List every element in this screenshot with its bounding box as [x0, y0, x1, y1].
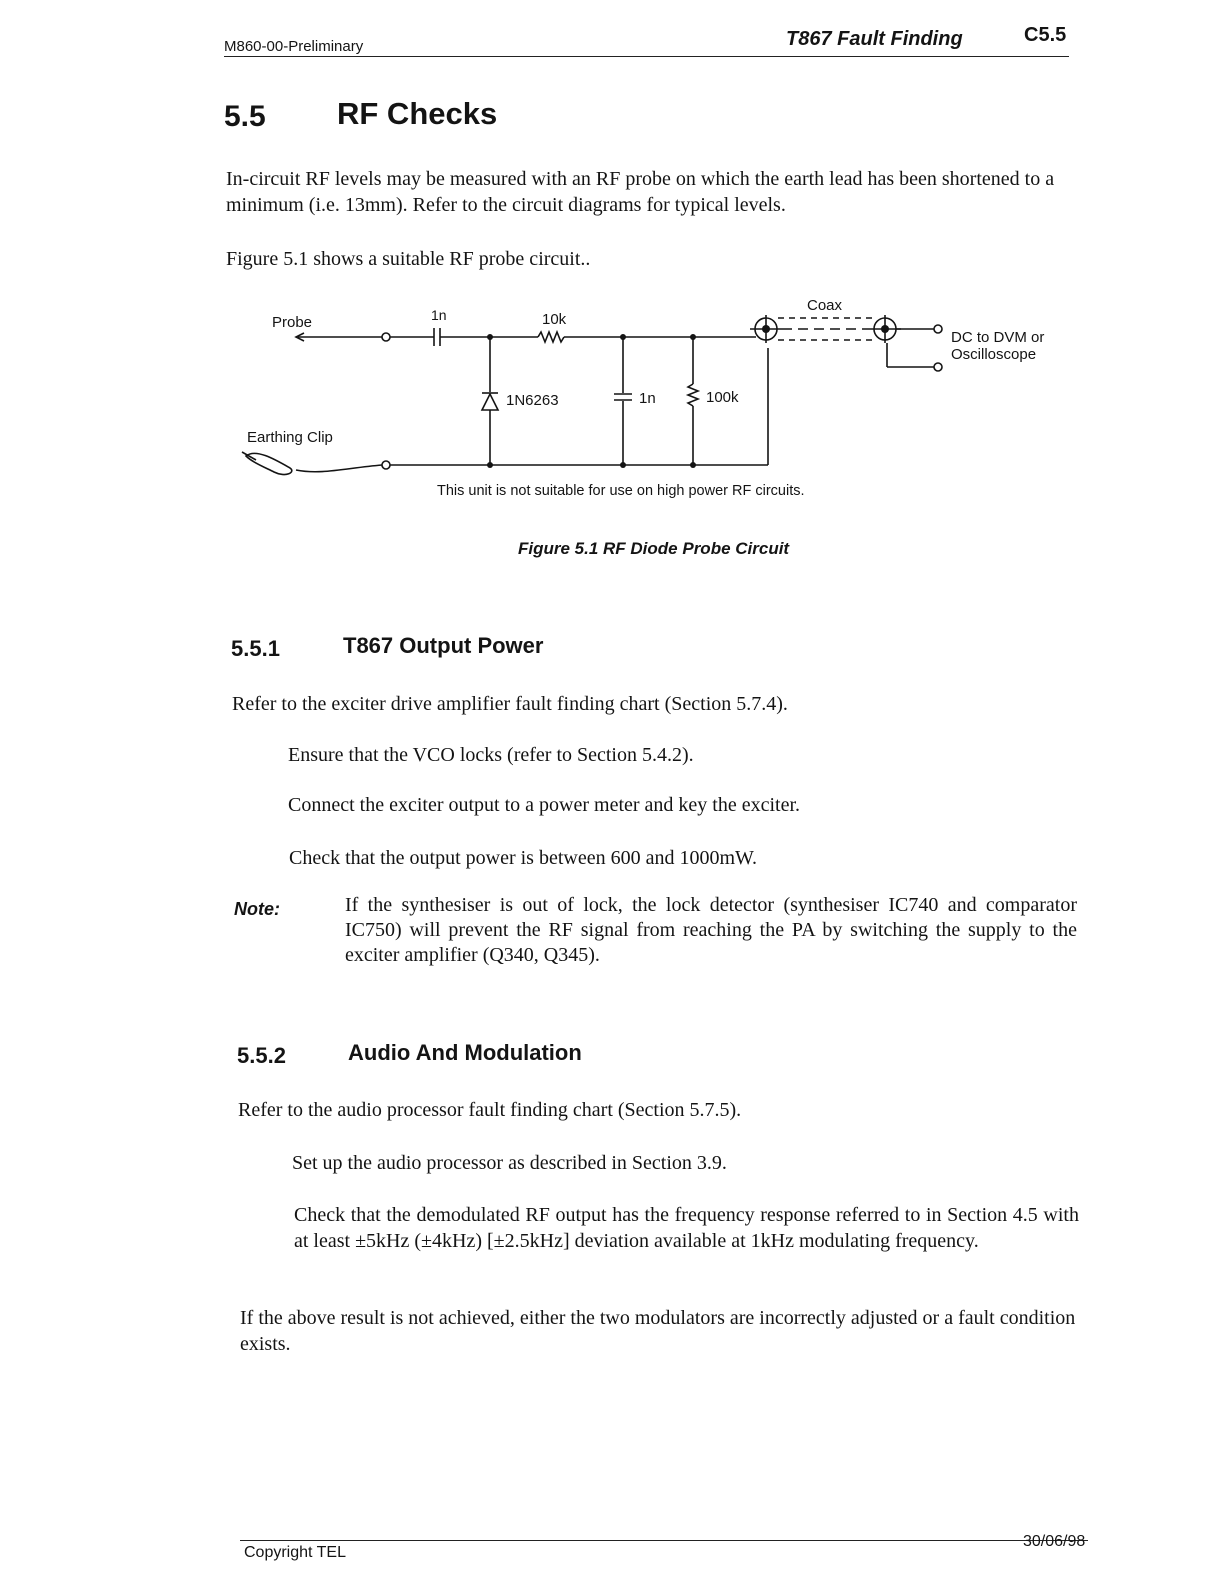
earthing-clip-label: Earthing Clip: [247, 429, 333, 446]
step-text: Set up the audio processor as described in Section 3.9.: [292, 1152, 727, 1174]
footer-date: 30/06/98: [1023, 1533, 1086, 1550]
footer-rule: [240, 1540, 1088, 1541]
diode-label: 1N6263: [506, 392, 559, 409]
subsection-number: 5.5.2: [237, 1043, 286, 1068]
step-text: Check that the demodulated RF output has the frequency response referred to in Section 4.5 with at least ±5kHz (±4kHz) [±2.5kHz] deviation available at 1kHz modulating frequency.: [294, 1204, 1079, 1252]
output-label-line2: Oscilloscope: [951, 346, 1037, 363]
subsection-title: Audio And Modulation: [348, 1040, 582, 1065]
step-text: Connect the exciter output to a power meter and key the exciter.: [288, 794, 801, 816]
note-text: If the synthesiser is out of lock, the lock detector (synthesiser IC740 and comparator IC750) will prevent the RF signal from reaching the PA by switching the supply to the exciter amplifier (Q340, Q345).: [345, 894, 1077, 966]
figure-warning-note: This unit is not suitable for use on high power RF circuits.: [437, 483, 805, 499]
shunt-resistor-label: 100k: [706, 389, 739, 406]
step-text: Check that the output power is between 600 and 1000mW.: [289, 847, 758, 869]
page-number: C5.5: [1024, 24, 1067, 46]
paragraph: Refer to the audio processor fault finding chart (Section 5.7.5).: [238, 1099, 742, 1121]
output-label-line1: DC to DVM or: [951, 329, 1045, 346]
series-cap-label: 1n: [431, 307, 447, 323]
probe-label: Probe: [272, 314, 313, 331]
series-resistor-label: 10k: [542, 311, 567, 328]
subsection-number: 5.5.1: [231, 636, 280, 661]
document-id: M860-00-Preliminary: [224, 38, 364, 55]
figure-reference-paragraph: Figure 5.1 shows a suitable RF probe circuit..: [226, 248, 591, 270]
running-title: T867 Fault Finding: [786, 28, 963, 50]
step-text: Ensure that the VCO locks (refer to Section 5.4.2).: [288, 744, 694, 766]
coax-label: Coax: [807, 297, 843, 314]
paragraph: Refer to the exciter drive amplifier fault finding chart (Section 5.7.4).: [232, 693, 788, 715]
section-number: 5.5: [224, 100, 266, 133]
header-rule: [224, 56, 1069, 57]
shunt-cap-label: 1n: [639, 390, 656, 407]
subsection-title: T867 Output Power: [343, 633, 544, 658]
note-label: Note:: [234, 899, 280, 919]
figure-caption: Figure 5.1 RF Diode Probe Circuit: [518, 539, 790, 558]
intro-paragraph: In-circuit RF levels may be measured with an RF probe on which the earth lead has been shortened to a minimum (i.e. 13mm). Refer to the circuit diagrams for typical levels.: [226, 168, 1055, 216]
paragraph: If the above result is not achieved, either the two modulators are incorrectly adjusted or a fault condition exists.: [240, 1307, 1076, 1355]
copyright: Copyright TEL: [244, 1544, 346, 1561]
section-title: RF Checks: [337, 96, 498, 131]
